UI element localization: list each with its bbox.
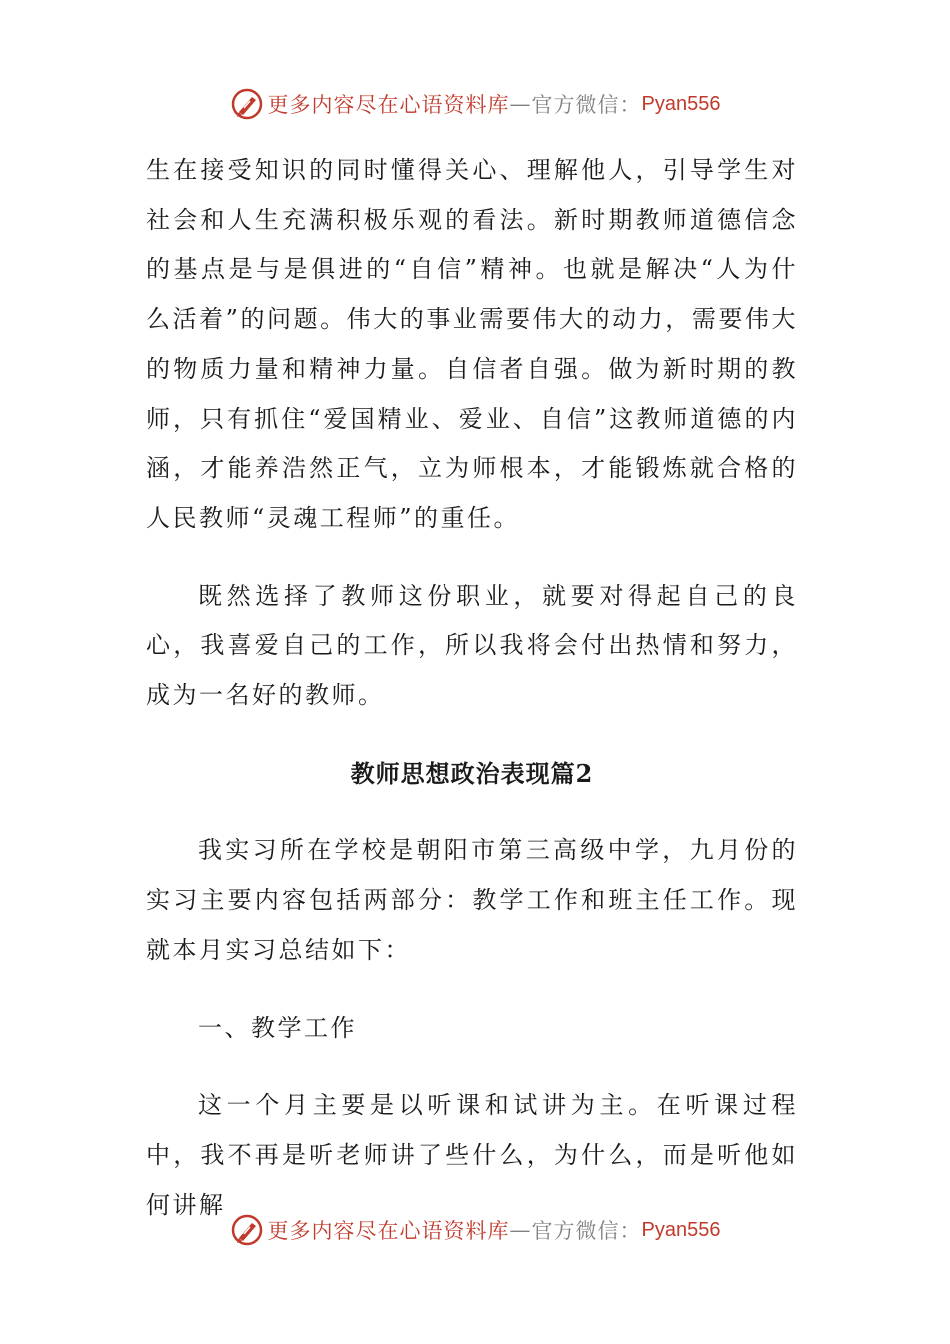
pen-nib-circle-icon	[230, 87, 264, 121]
subsection-heading: 一、教学工作	[198, 1013, 357, 1042]
paragraph-gap	[146, 798, 798, 826]
watermark-dash: —	[509, 1218, 532, 1242]
body-paragraph: 既然选择了教师这份职业，就要对得起自己的良心，我喜爱自己的工作，所以我将会付出热情和努力，成为一名好的教师。	[146, 581, 798, 710]
watermark-dash: —	[509, 92, 532, 116]
watermark-site-name: 更多内容尽在心语资料库	[267, 1219, 510, 1243]
watermark-site-name: 更多内容尽在心语资料库	[267, 93, 510, 117]
header-watermark	[0, 84, 950, 124]
paragraph-gap	[146, 976, 798, 1004]
body-paragraph: 这一个月主要是以听课和试讲为主。在听课过程中，我不再是听老师讲了些什么，为什么，而是听他如何讲解	[146, 1091, 798, 1219]
paragraph-gap	[146, 544, 798, 572]
watermark-wechat-label: 官方微信：	[531, 1219, 642, 1243]
section-title: 教师思想政治表现篇2	[350, 758, 594, 788]
body-paragraph: 生在接受知识的同时懂得关心、理解他人，引导学生对社会和人生充满积极乐观的看法。新时期教师道德信念的基点是与是俱进的“自信”精神。也就是解决“人为什么活着”的问题。伟大的事业需要伟大的动力，需要伟大的物质力量和精神力量。自信者自强。做为新时期的教师，只有抓住“爱国精业、爱业、自信”这教师道德的内涵，才能养浩然正气，立为师根本，才能锻炼就合格的人民教师“灵魂工程师”的重任。	[146, 156, 798, 532]
pen-nib-circle-icon	[230, 1213, 264, 1247]
footer-watermark	[0, 1210, 950, 1250]
document-body	[146, 146, 798, 1230]
body-paragraph: 我实习所在学校是朝阳市第三高级中学，九月份的实习主要内容包括两部分：教学工作和班主任工作。现就本月实习总结如下：	[146, 836, 798, 964]
paragraph-gap	[146, 1053, 798, 1081]
watermark-wechat-id: Pyan556	[641, 1218, 721, 1241]
watermark-wechat-label: 官方微信：	[531, 93, 642, 117]
paragraph-gap	[146, 721, 798, 749]
watermark-wechat-id: Pyan556	[641, 92, 721, 115]
